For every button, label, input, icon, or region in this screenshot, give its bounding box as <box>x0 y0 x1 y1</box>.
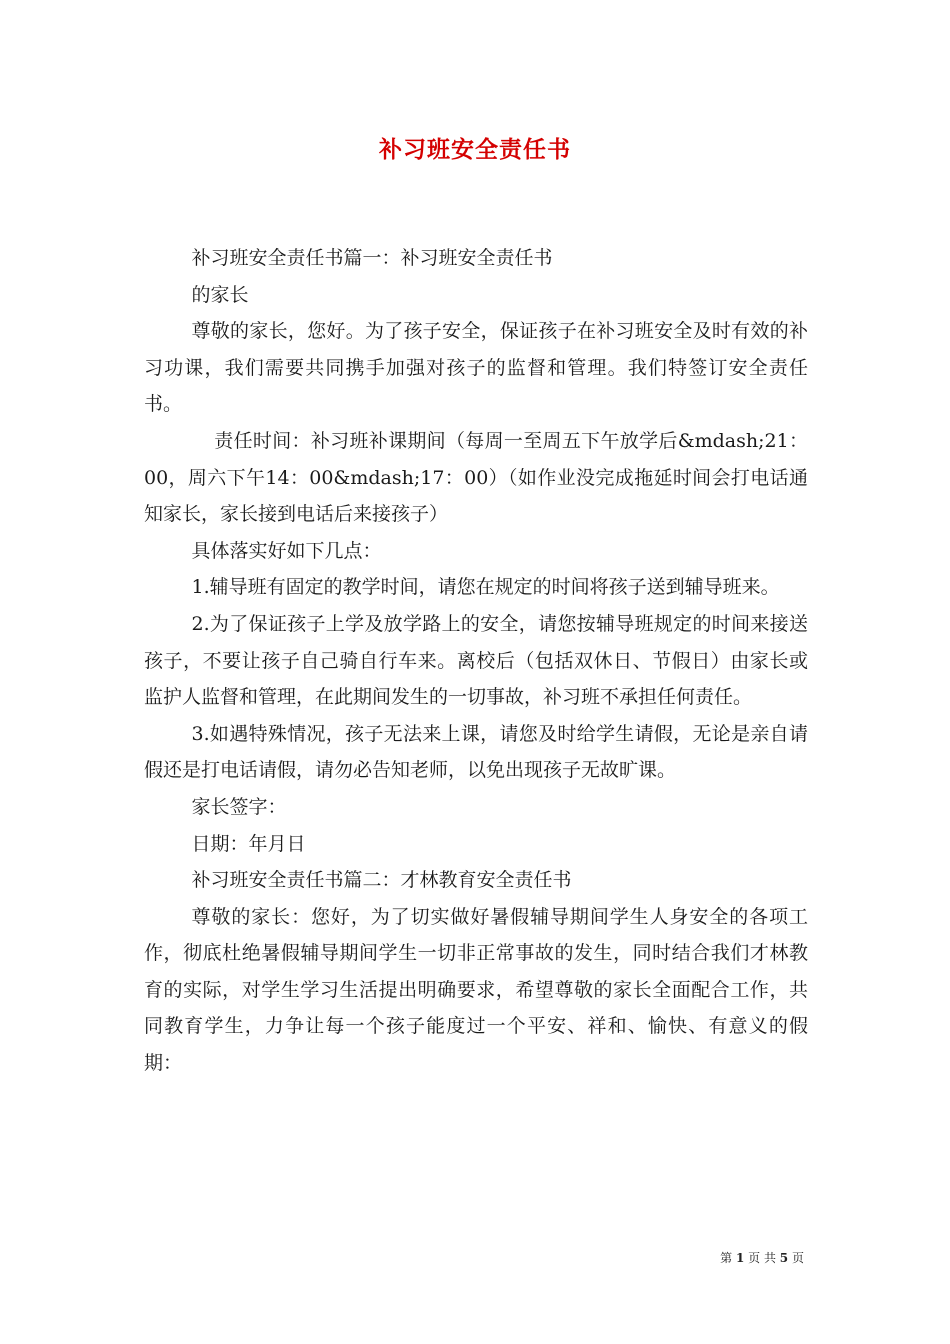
document-body <box>144 240 808 1082</box>
responsibility-time-paragraph: 责任时间：补习班补课期间（每周一至周五下午放学后&mdash;21：00，周六下午14：00&mdash;17：00）（如作业没完成拖延时间会打电话通知家长，家长接到电话后来接孩子） <box>144 429 808 526</box>
footer-prefix: 第 <box>720 1251 733 1265</box>
page-number-footer <box>720 1249 804 1266</box>
date-line: 日期：年月日 <box>191 832 306 855</box>
section-heading-2: 补习班安全责任书篇二：才林教育安全责任书 <box>191 869 572 892</box>
section-2-intro-paragraph: 尊敬的家长：您好，为了切实做好暑假辅导期间学生人身安全的各项工作，彻底杜绝暑假辅导期间学生一切非正常事故的发生，同时结合我们才林教育的实际，对学生学习生活提出明确要求，希望尊敬的家长全面配合工作，共同教育学生，力争让每一个孩子能度过一个平安、祥和、愉快、有意义的假期： <box>144 905 808 1075</box>
section-heading-1: 补习班安全责任书篇一：补习班安全责任书 <box>191 247 553 269</box>
document-title: 补习班安全责任书 <box>379 136 571 163</box>
points-heading: 具体落实好如下几点： <box>191 539 382 562</box>
footer-total-pages: 5 <box>779 1251 789 1265</box>
point-3: 3.如遇特殊情况，孩子无法来上课，请您及时给学生请假，无论是亲自请假还是打电话请假，请勿必告知老师，以免出现孩子无故旷课。 <box>144 722 808 782</box>
footer-middle: 页 共 <box>748 1251 776 1265</box>
point-1: 1.辅导班有固定的教学时间，请您在规定的时间将孩子送到辅导班来。 <box>191 576 780 599</box>
point-2: 2.为了保证孩子上学及放学路上的安全，请您按辅导班规定的时间来接送孩子，不要让孩子自己骑自行车来。离校后（包括双休日、节假日）由家长或监护人监督和管理，在此期间发生的一切事故，补习班不承担任何责任。 <box>144 612 808 709</box>
addressee-line: 的家长 <box>191 283 249 306</box>
parent-signature-line: 家长签字： <box>191 795 287 818</box>
footer-current-page: 1 <box>735 1251 745 1265</box>
footer-suffix: 页 <box>791 1251 804 1265</box>
intro-paragraph: 尊敬的家长，您好。为了孩子安全，保证孩子在补习班安全及时有效的补习功课，我们需要共同携手加强对孩子的监督和管理。我们特签订安全责任书。 <box>144 320 808 416</box>
